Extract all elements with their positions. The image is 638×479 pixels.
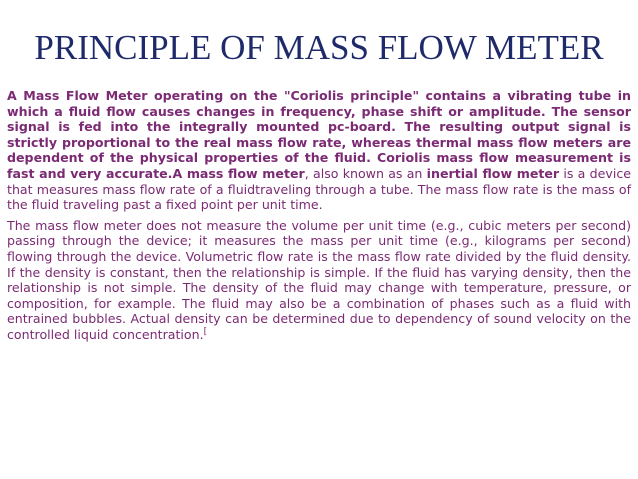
term-inertial-flow-meter: inertial flow meter: [426, 165, 560, 181]
volume-vs-mass-text: The mass flow meter does not measure the volume per unit time (e.g., cubic meters per second) passing through the device; it measures the mass per unit time (e.g., kilograms per second) flowing through the device. Volumetric flow rate is the mass flow rate divided by the fluid density. If the density is constant, then the relationship is simple. If the fluid has varying density, then the relationship is not simple. The density of the fluid may change with temperature, pressure, or composition, for example. The fluid may also be a combination of phases such as a fluid with entrained bubbles. Actual density can be determined due to dependency of sound velocity on the controlled liquid concentration.: [7, 217, 631, 342]
citation-mark: [: [203, 326, 208, 337]
definition-text-1: , also known as an: [304, 165, 427, 181]
coriolis-description: A Mass Flow Meter operating on the "Coriolis principle" contains a vibrating tube in which a fluid flow causes changes in frequency, phase shift or amplitude. The sensor signal is fed into the integrally mounted pc-board. The resulting output signal is strictly proportional to the real mass flow rate, whereas thermal mass flow meters are dependent of the physical properties of the fluid. Coriolis mass flow measurement is fast and very accurate.A mass: [7, 88, 631, 181]
term-flow-meter: flow meter: [228, 165, 305, 181]
slide-title: PRINCIPLE OF MASS FLOW METER: [34, 28, 604, 67]
definition-text-2: is a device that measures mass flow rate of a fluidtraveling through a tube. The mass flow rate is the mass of the fluid traveling past a fixed point per unit time.: [7, 165, 631, 213]
paragraph-volume-vs-mass: [7, 218, 631, 343]
paragraph-coriolis: [7, 88, 631, 213]
slide-body: [7, 88, 631, 343]
